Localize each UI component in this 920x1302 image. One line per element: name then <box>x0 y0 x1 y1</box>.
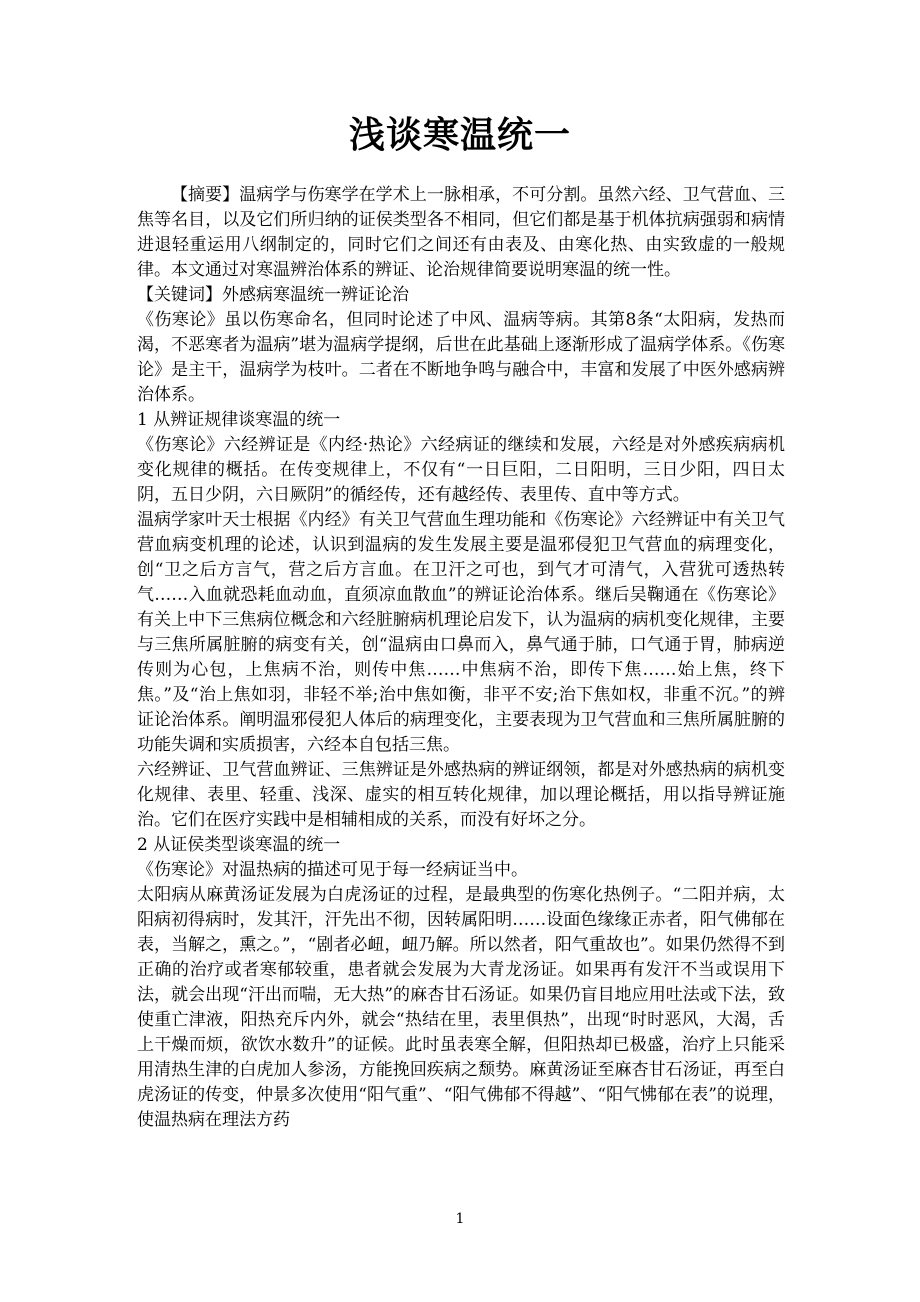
document-body <box>137 183 785 1133</box>
body-paragraph: 太阳病从麻黄汤证发展为白虎汤证的过程，是最典型的伤寒化热例子。“二阳并病，太阳病初得病时，发其汗，汗先出不彻，因转属阳明……设面色缘缘正赤者，阳气佛郁在表，当解之，熏之。”，“剧者必衄，衄乃解。所以然者，阳气重故也”。如果仍然得不到正确的治疗或者寒郁较重，患者就会发展为大青龙汤证。如果再有发汗不当或误用下法，就会出现“汗出而喘，无大热”的麻杏甘石汤证。如果仍盲目地应用吐法或下法，致使重亡津液，阳热充斥内外，就会“热结在里，表里俱热”，出现“时时恶风，大渴，舌上干燥而烦，欲饮水数升”的证候。此时虽表寒全解，但阳热却已极盛，治疗上只能采用清热生津的白虎加人参汤，方能挽回疾病之颓势。麻黄汤证至麻杏甘石汤证，再至白虎汤证的传变，仲景多次使用“阳气重”、“阳气佛郁不得越”、“阳气怫郁在表”的说理，使温热病在理法方药 <box>137 885 785 1130</box>
body-paragraph: 《伤寒论》对温热病的描述可见于每一经病证当中。 <box>137 860 528 880</box>
abstract-paragraph: 【摘要】温病学与伤寒学在学术上一脉相承，不可分割。虽然六经、卫气营血、三焦等名目，以及它们所归纳的证侯类型各不相同，但它们都是基于机体抗病强弱和病情进退轻重运用八纲制定的，同时它们之间还有由表及、由寒化热、由实致虚的一般规律。本文通过对寒温辨治体系的辨证、论治规律简要说明寒温的统一性。 <box>137 185 785 280</box>
page-number: 1 <box>455 1211 465 1227</box>
section-heading-2: 2 从证侯类型谈寒温的统一 <box>137 835 341 855</box>
body-paragraph: 温病学家叶天士根据《内经》有关卫气营血生理功能和《伤寒论》六经辨证中有关卫气营血病变机理的论述，认识到温病的发生发展主要是温邪侵犯卫气营血的病理变化，创“卫之后方言气，营之后方言血。在卫汗之可也，到气才可清气，入营犹可透热转气……入血就恐耗血动血，直须凉血散血”的辨证论治体系。继后吴鞠通在《伤寒论》有关上中下三焦病位概念和六经脏腑病机理论启发下，认为温病的病机变化规律，主要与三焦所属脏腑的病变有关，创“温病由口鼻而入，鼻气通于肺，口气通于胃，肺病逆传则为心包，上焦病不治，则传中焦……中焦病不治，即传下焦……始上焦，终下焦。”及“治上焦如羽，非轻不举;治中焦如衡，非平不安;治下焦如权，非重不沉。”的辨证论治体系。阐明温邪侵犯人体后的病理变化，主要表现为卫气营血和三焦所属脏腑的功能失调和实质损害，六经本自包括三焦。 <box>137 510 785 755</box>
section-heading-1: 1 从辨证规律谈寒温的统一 <box>137 410 341 430</box>
keywords-paragraph: 【关键词】外感病寒温统一辨证论治 <box>137 285 409 305</box>
body-paragraph: 六经辨证、卫气营血辨证、三焦辨证是外感热病的辨证纲领，都是对外感热病的病机变化规律、表里、轻重、浅深、虚实的相互转化规律，加以理论概括，用以指导辨证施治。它们在医疗实践中是相辅相成的关系，而没有好坏之分。 <box>137 760 785 830</box>
page-title: 浅谈寒温统一 <box>348 115 571 156</box>
body-paragraph: 《伤寒论》虽以伤寒命名，但同时论述了中风、温病等病。其第8条“太阳病，发热而渴，不恶寒者为温病”堪为温病学提纲，后世在此基础上逐渐形成了温病学体系。《伤寒论》是主干，温病学为枝叶。二者在不断地争鸣与融合中，丰富和发展了中医外感病辨治体系。 <box>137 310 785 405</box>
body-paragraph: 《伤寒论》六经辨证是《内经·热论》六经病证的继续和发展，六经是对外感疾病病机变化规律的概括。在传变规律上，不仅有“一日巨阳，二日阳明，三日少阳，四日太阴，五日少阴，六日厥阴”的循经传，还有越经传、表里传、直中等方式。 <box>137 435 785 505</box>
